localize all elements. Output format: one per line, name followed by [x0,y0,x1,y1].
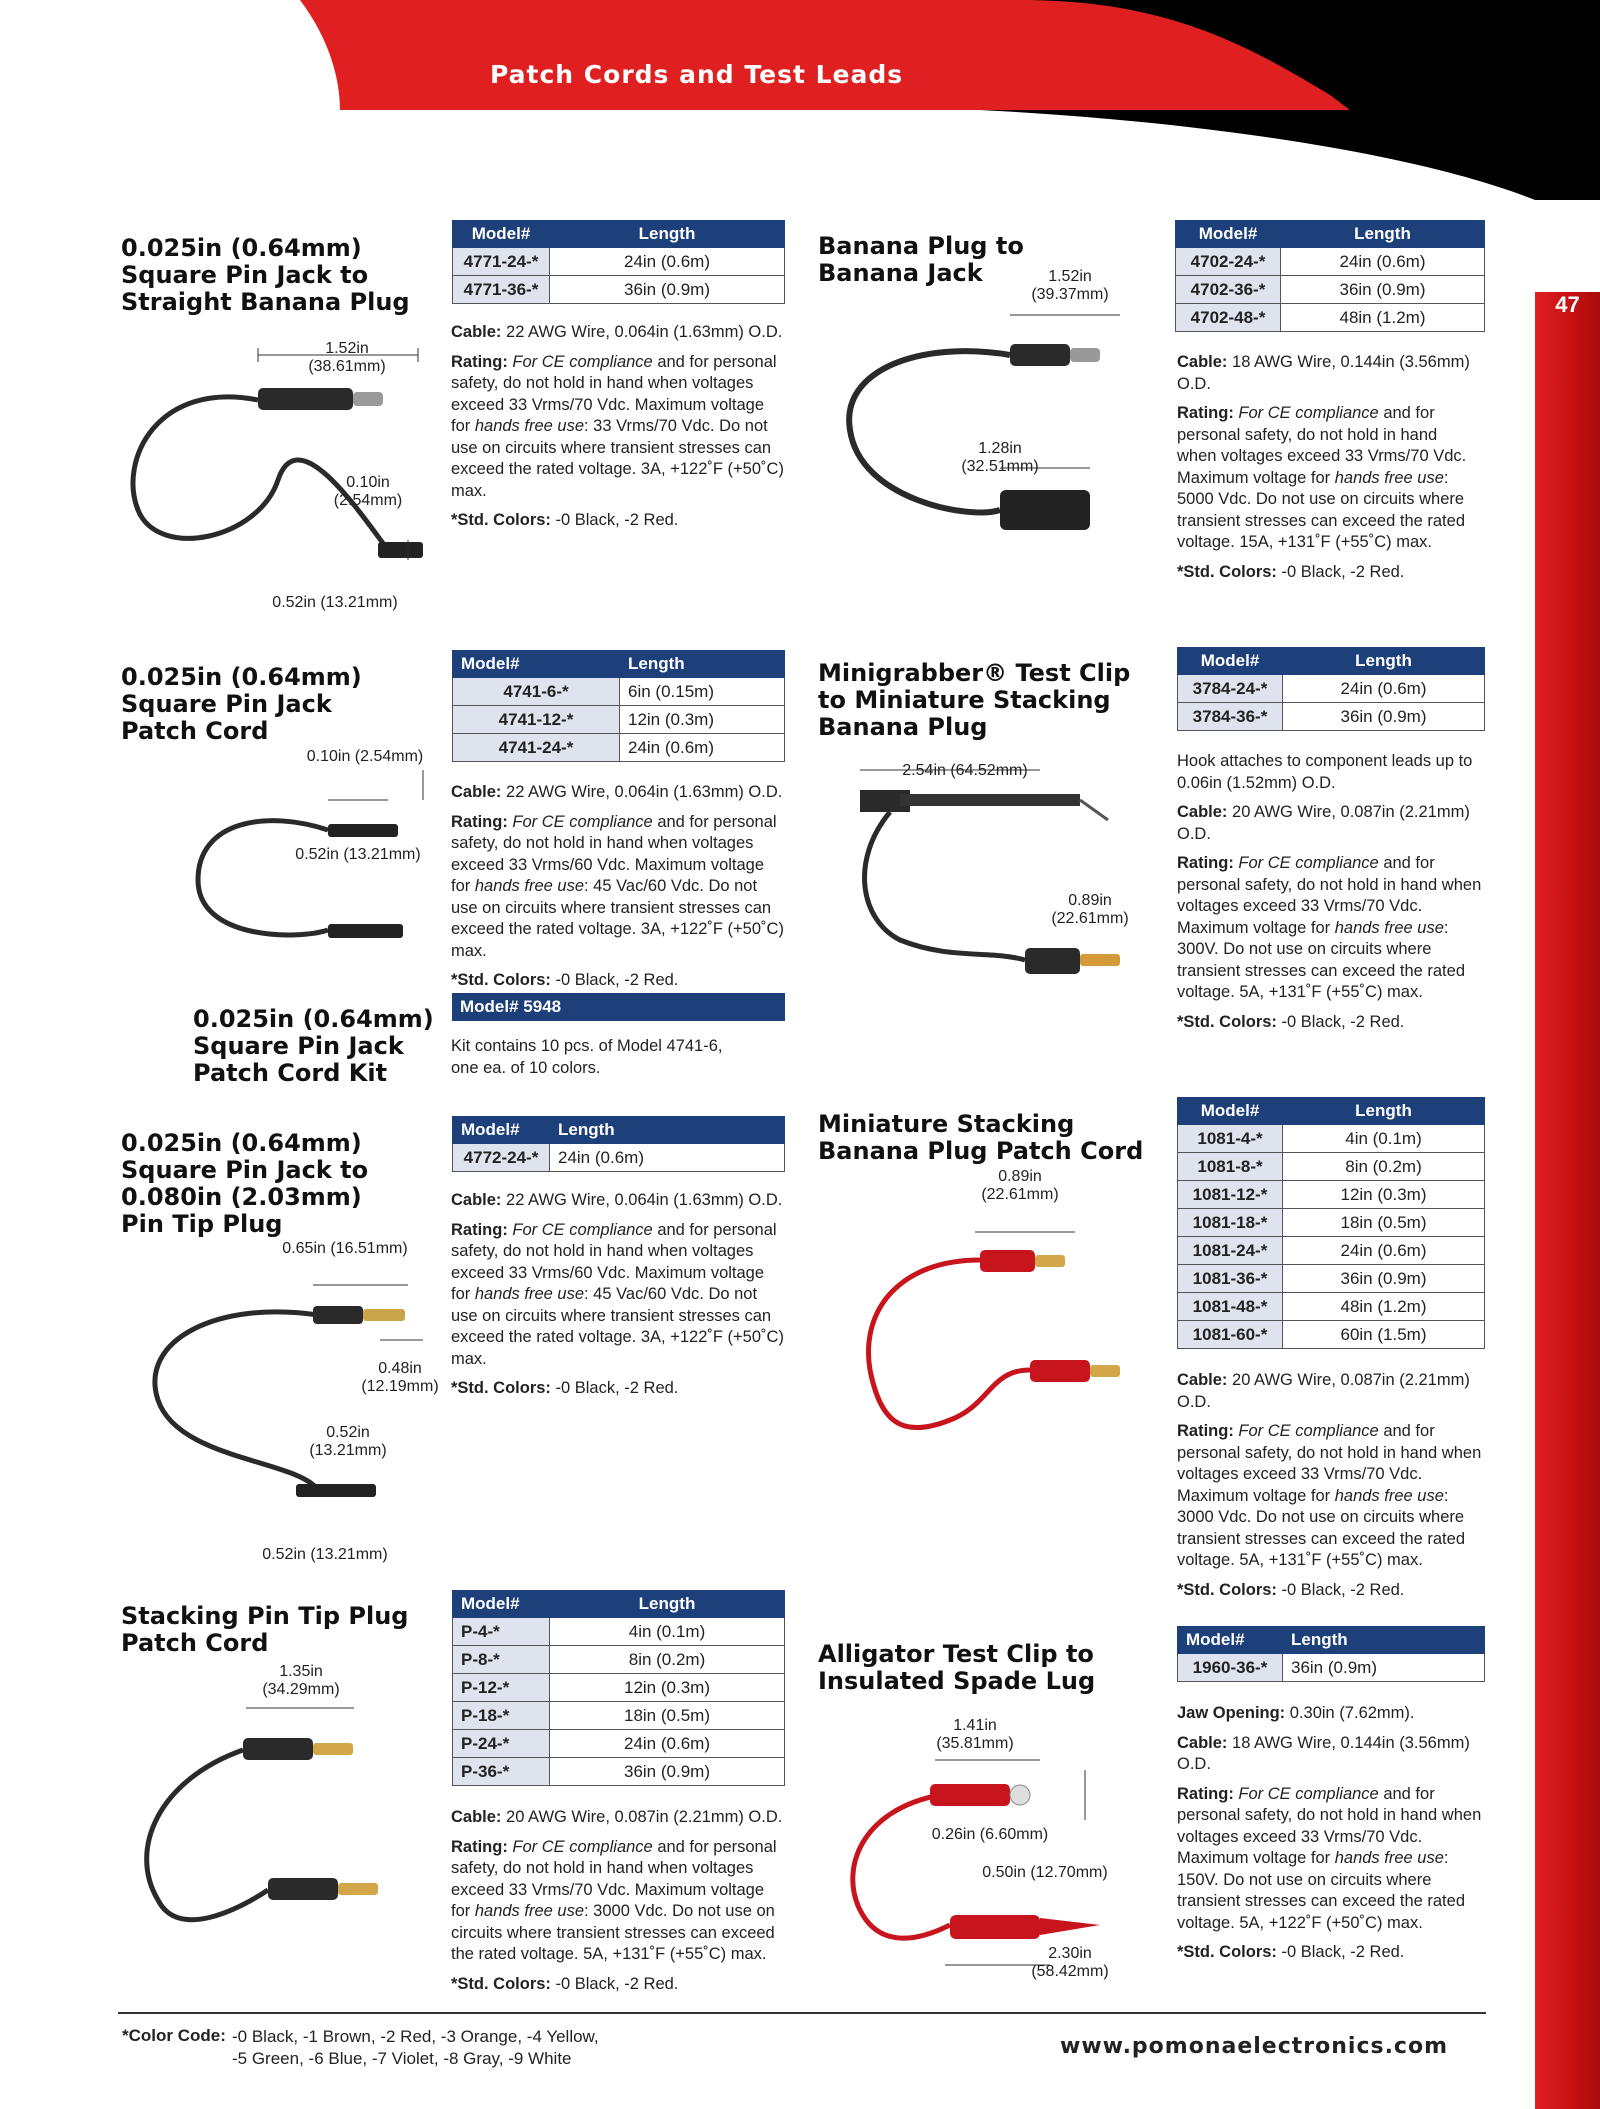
side-tab [1535,292,1600,2109]
table-header-model: Model# [453,1591,550,1618]
length-cell: 4in (0.1m) [1283,1125,1485,1153]
model-cell: 1081-18-* [1178,1209,1283,1237]
model-cell: 4741-12-* [453,706,620,734]
header-banner [0,0,1600,200]
table-row [453,1144,785,1172]
product-title: 0.025in (0.64mm) Square Pin Jack Patch Cord [121,663,362,745]
table-row [453,706,785,734]
table-header-length: Length [550,1117,785,1144]
table-header-length: Length [550,1591,785,1618]
table-header-model: Model# [453,221,550,248]
table-row [453,1730,785,1758]
table-row [1178,675,1485,703]
dimension-label: 1.41in (35.81mm) [936,1717,1014,1752]
dimension-label: 2.54in (64.52mm) [902,762,1028,779]
model-cell: 3784-36-* [1178,703,1283,731]
spec-text: Cable: 22 AWG Wire, 0.064in (1.63mm) O.D. Rating: For CE compliance and for personal safety, do not hold in hand when voltages exceed 33 Vrms/60 Vdc. Maximum voltage for hands free use: 45 Vac/60 Vdc. Do not use on circuits where transient stresses can exceed the rated voltage. 3A, +122˚F (+50˚C) max. *Std. Colors: -0 Black, -2 Red. [451,783,784,989]
dimension-label: 0.52in (13.21mm) [262,1546,388,1563]
table-row [1176,248,1485,276]
model-cell: 1081-4-* [1178,1125,1283,1153]
product-title: Minigrabber® Test Clip to Miniature Stacking Banana Plug [818,659,1131,741]
model-cell: 3784-24-* [1178,675,1283,703]
dimension-label: 1.52in (38.61mm) [308,340,386,375]
length-cell: 24in (0.6m) [620,734,785,762]
model-cell: 4702-24-* [1176,248,1281,276]
table-header-length: Length [1281,221,1485,248]
page-header [0,0,1600,200]
kit-model-bar: Model# 5948 [452,993,785,1021]
length-cell: 6in (0.15m) [620,678,785,706]
model-cell: 4702-36-* [1176,276,1281,304]
product-title: Stacking Pin Tip Plug Patch Cord [121,1602,409,1657]
product-image [840,1220,1170,1450]
dimension-label: 0.52in (13.21mm) [272,594,398,611]
table-row [453,1646,785,1674]
length-cell: 8in (0.2m) [1283,1153,1485,1181]
table-row [1178,1209,1485,1237]
table-header-model: Model# [1178,648,1283,675]
color-code-label: *Color Code: [122,2026,226,2045]
length-cell: 4in (0.1m) [550,1618,785,1646]
table-row [1178,1153,1485,1181]
length-cell: 8in (0.2m) [550,1646,785,1674]
table-row [453,248,785,276]
header-title: Patch Cords and Test Leads [490,60,904,89]
footer-divider [118,2012,1486,2014]
model-table [452,220,785,304]
table-row [1178,1293,1485,1321]
length-cell: 18in (0.5m) [1283,1209,1485,1237]
model-cell: 1081-12-* [1178,1181,1283,1209]
dimension-label: 0.26in (6.60mm) [931,1826,1049,1843]
model-cell: 4771-36-* [453,276,550,304]
table-header-length: Length [550,221,785,248]
table-row [1178,703,1485,731]
model-cell: P-12-* [453,1674,550,1702]
table-row [1178,1125,1485,1153]
table-header-model: Model# [1178,1627,1283,1654]
model-cell: P-4-* [453,1618,550,1646]
dimension-label: 0.89in (22.61mm) [1051,892,1129,927]
length-cell: 12in (0.3m) [550,1674,785,1702]
table-row [1176,304,1485,332]
table-row [453,1758,785,1786]
table-row [453,1618,785,1646]
dimension-label: 0.52in (13.21mm) [309,1424,387,1459]
table-header-length: Length [1283,1627,1485,1654]
dimension-label: 0.10in (2.54mm) [306,748,424,765]
model-table [452,650,785,762]
table-row [453,678,785,706]
model-cell: 4772-24-* [453,1144,550,1172]
spec-text: Cable: 22 AWG Wire, 0.064in (1.63mm) O.D. Rating: For CE compliance and for personal safety, do not hold in hand when voltages exceed 33 Vrms/70 Vdc. Maximum voltage for hands free use: 33 Vrms/70 Vdc. Do not use on circuits where transient stresses can exceed the rated voltage. 3A, +122˚F (+50˚C) max. *Std. Colors: -0 Black, -2 Red. [451,323,784,529]
dimension-label: 1.28in (32.51mm) [961,440,1039,475]
length-cell: 18in (0.5m) [550,1702,785,1730]
dimension-label: 2.30in (58.42mm) [1031,1945,1109,1980]
table-row [1176,276,1485,304]
length-cell: 24in (0.6m) [1283,675,1485,703]
dimension-label: 0.10in (2.54mm) [333,474,403,509]
table-row [453,1702,785,1730]
table-row [1178,1181,1485,1209]
dimension-label: 1.52in (39.37mm) [1031,268,1109,303]
table-row [1178,1265,1485,1293]
table-row [453,276,785,304]
website-url: www.pomonaelectronics.com [1060,2034,1449,2059]
table-header-model: Model# [453,1117,550,1144]
table-row [1178,1654,1485,1682]
model-cell: 1081-8-* [1178,1153,1283,1181]
length-cell: 36in (0.9m) [1283,703,1485,731]
length-cell: 12in (0.3m) [620,706,785,734]
length-cell: 24in (0.6m) [1281,248,1485,276]
length-cell: 24in (0.6m) [1283,1237,1485,1265]
model-cell: 4702-48-* [1176,304,1281,332]
product-title: Banana Plug to Banana Jack [818,232,1024,287]
length-cell: 24in (0.6m) [550,248,785,276]
dimension-label: 0.52in (13.21mm) [295,846,421,863]
model-table [1177,647,1485,731]
length-cell: 36in (0.9m) [1283,1265,1485,1293]
table-row [453,734,785,762]
model-cell: 4741-24-* [453,734,620,762]
length-cell: 12in (0.3m) [1283,1181,1485,1209]
model-table [452,1116,785,1172]
table-header-model: Model# [1178,1098,1283,1125]
length-cell: 48in (1.2m) [1283,1293,1485,1321]
kit-description: Kit contains 10 pcs. of Model 4741-6, one ea. of 10 colors. [451,1037,723,1077]
table-header-length: Length [620,651,785,678]
length-cell: 36in (0.9m) [1281,276,1485,304]
model-table [1175,220,1485,332]
model-cell: P-8-* [453,1646,550,1674]
length-cell: 36in (0.9m) [550,1758,785,1786]
length-cell: 24in (0.6m) [550,1144,785,1172]
spec-text: Cable: 20 AWG Wire, 0.087in (2.21mm) O.D. Rating: For CE compliance and for personal safety, do not hold in hand when voltages exceed 33 Vrms/70 Vdc. Maximum voltage for hands free use: 3000 Vdc. Do not use on circuits where transient stresses can exceed the rated voltage. 5A, +131˚F (+55˚C) max. *Std. Colors: -0 Black, -2 Red. [451,1808,783,1993]
table-row [453,1674,785,1702]
spec-text: Jaw Opening: 0.30in (7.62mm). Cable: 18 AWG Wire, 0.144in (3.56mm) O.D. Rating: For CE compliance and for personal safety, do not hold in hand when voltages exceed 33 Vrms/70 Vdc. Maximum voltage for hands free use: 150V. Do not use on circuits where transient stresses can exceed the rated voltage. 5A, +122˚F (+50˚C) max. *Std. Colors: -0 Black, -2 Red. [1177,1704,1482,1961]
dimension-label: 0.89in (22.61mm) [981,1168,1059,1203]
product-image [118,1680,448,1980]
length-cell: 36in (0.9m) [1283,1654,1485,1682]
color-code-text: -0 Black, -1 Brown, -2 Red, -3 Orange, -4 Yellow, -5 Green, -6 Blue, -7 Violet, -8 Gray, -9 White [232,2027,599,2068]
table-header-length: Length [1283,1098,1485,1125]
model-cell: 1960-36-* [1178,1654,1283,1682]
spec-text: Cable: 18 AWG Wire, 0.144in (3.56mm) O.D. Rating: For CE compliance and for personal safety, do not hold in hand when voltages exceed 33 Vrms/70 Vdc. Maximum voltage for hands free use: 5000 Vdc. Do not use on circuits where transient stresses can exceed the rated voltage. 15A, +131˚F (+55˚C) max. *Std. Colors: -0 Black, -2 Red. [1177,353,1470,581]
model-cell: 4771-24-* [453,248,550,276]
product-title: Alligator Test Clip to Insulated Spade Lug [818,1640,1096,1695]
model-cell: 1081-24-* [1178,1237,1283,1265]
table-row [1178,1237,1485,1265]
table-header-model: Model# [1176,221,1281,248]
product-title: 0.025in (0.64mm) Square Pin Jack to Straight Banana Plug [121,234,410,316]
model-table [452,1590,785,1786]
dimension-label: 0.65in (16.51mm) [282,1240,408,1257]
dimension-label: 1.35in (34.29mm) [262,1663,340,1698]
model-cell: 4741-6-* [453,678,620,706]
table-row [1178,1321,1485,1349]
model-cell: P-36-* [453,1758,550,1786]
table-header-length: Length [1283,648,1485,675]
table-header-model: Model# [453,651,620,678]
product-title: 0.025in (0.64mm) Square Pin Jack to 0.080in (2.03mm) Pin Tip Plug [121,1129,369,1238]
length-cell: 48in (1.2m) [1281,304,1485,332]
model-cell: P-24-* [453,1730,550,1758]
model-table [1177,1626,1485,1682]
length-cell: 36in (0.9m) [550,276,785,304]
dimension-label: 0.50in (12.70mm) [982,1864,1108,1881]
length-cell: 60in (1.5m) [1283,1321,1485,1349]
model-cell: 1081-36-* [1178,1265,1283,1293]
product-image [840,760,1160,1000]
spec-text: Hook attaches to component leads up to 0.06in (1.52mm) O.D. Cable: 20 AWG Wire, 0.087in (2.21mm) O.D. Rating: For CE compliance and for personal safety, do not hold in hand when voltages exceed 33 Vrms/70 Vdc. Maximum voltage for hands free use: 300V. Do not use on circuits where transient stresses can exceed the rated voltage. 5A, +131˚F (+55˚C) max. *Std. Colors: -0 Black, -2 Red. [1177,752,1482,1031]
model-cell: 1081-48-* [1178,1293,1283,1321]
product-title: Miniature Stacking Banana Plug Patch Cord [818,1110,1144,1165]
dimension-label: 0.48in (12.19mm) [361,1360,439,1395]
model-cell: 1081-60-* [1178,1321,1283,1349]
model-table [1177,1097,1485,1349]
length-cell: 24in (0.6m) [550,1730,785,1758]
page-number: 47 [1555,292,1580,317]
product-image [118,770,438,970]
spec-text: Cable: 22 AWG Wire, 0.064in (1.63mm) O.D. Rating: For CE compliance and for personal safety, do not hold in hand when voltages exceed 33 Vrms/60 Vdc. Maximum voltage for hands free use: 45 Vac/60 Vdc. Do not use on circuits where transient stresses can exceed the rated voltage. 3A, +122˚F (+50˚C) max. *Std. Colors: -0 Black, -2 Red. [451,1191,784,1397]
product-title: 0.025in (0.64mm) Square Pin Jack Patch Cord Kit [193,1005,434,1087]
model-cell: P-18-* [453,1702,550,1730]
spec-text: Cable: 20 AWG Wire, 0.087in (2.21mm) O.D. Rating: For CE compliance and for personal safety, do not hold in hand when voltages exceed 33 Vrms/70 Vdc. Maximum voltage for hands free use: 3000 Vdc. Do not use on circuits where transient stresses can exceed the rated voltage. 5A, +131˚F (+55˚C) max. *Std. Colors: -0 Black, -2 Red. [1177,1371,1482,1599]
